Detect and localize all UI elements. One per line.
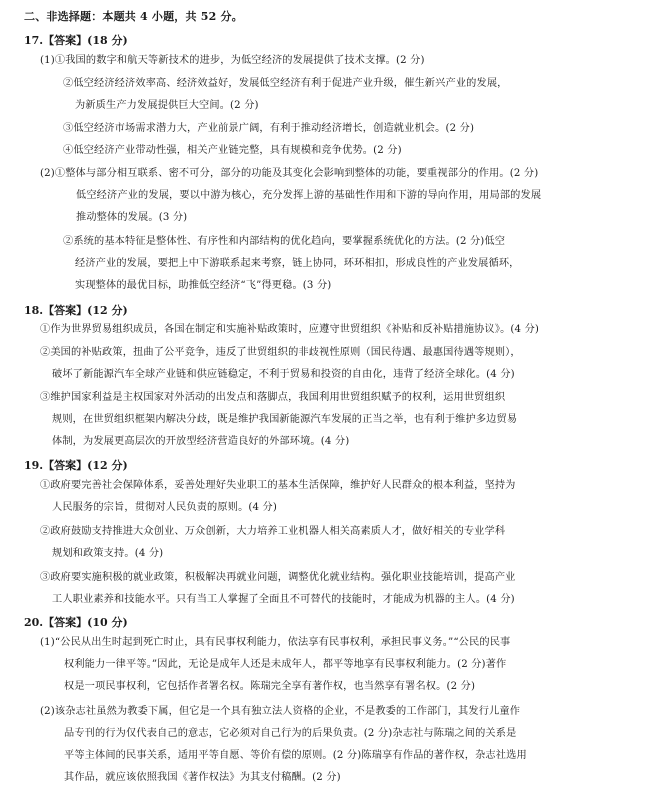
text-line: 经济产业的发展，要把上中下游联系起来考察，链上协同，环环相扣，形成良性的产业发展循环， (75, 258, 520, 269)
text-line: (1)①我国的数字和航天等新技术的进步，为低空经济的发展提供了技术支撑。(2 分) (40, 55, 425, 66)
text-line: ③政府要实施积极的就业政策，积极解决再就业问题，调整优化就业结构。强化职业技能培训，提高产业 (40, 572, 516, 583)
text-line: (1)“公民从出生时起到死亡时止，具有民事权利能力，依法享有民事权利，承担民事义务。”“公民的民事 (40, 637, 511, 648)
q20-block-2 (40, 701, 655, 789)
question-19-header: 19.【答案】(12 分) (24, 459, 128, 472)
q18-block-2 (40, 342, 655, 386)
question-17-header: 17.【答案】(18 分) (24, 34, 128, 47)
text-line: 推动整体的发展。(3 分) (76, 212, 188, 223)
text-line: (2)①整体与部分相互联系、密不可分，部分的功能及其变化会影响到整体的功能，要重视部分的作用。(2 分) (40, 168, 539, 179)
section-title: 二、非选择题：本题共 4 小题，共 52 分。 (24, 10, 243, 23)
text-line: 权利能力一律平等。”因此，无论是成年人还是未成年人，都平等地享有民事权利能力。(2 分)著作 (64, 659, 507, 670)
q20-block-1 (40, 632, 655, 698)
q17-block-3 (63, 118, 650, 140)
q17-block-2 (63, 73, 650, 117)
question-20-header: 20.【答案】(10 分) (24, 616, 128, 629)
text-line: 人民服务的宗旨，贯彻对人民负责的原则。(4 分) (52, 502, 278, 513)
text-line: ②低空经济经济效率高、经济效益好，发展低空经济有利于促进产业升级，催生新兴产业的发展， (63, 78, 508, 89)
text-line: 品专刊的行为仅代表自己的意志，它必须对自己行为的后果负责。(2 分)杂志社与陈瑞之间的关系是 (64, 728, 517, 739)
text-line: ②政府鼓励支持推进大众创业、万众创新，大力培养工业机器人相关高素质人才，做好相关的专业学科 (40, 526, 506, 537)
q17-block-4 (63, 140, 650, 162)
q19-block-3 (40, 567, 655, 611)
text-line: ②美国的补贴政策，扭曲了公平竞争，违反了世贸组织的非歧视性原则（国民待遇、最惠国待遇等规则）， (40, 347, 521, 358)
text-line: 工人职业素养和技能水平。只有当工人掌握了全面且不可替代的技能时，才能成为机器的主人。(4 分) (52, 594, 515, 605)
q19-block-1 (40, 475, 655, 519)
text-line: ④低空经济产业带动性强，相关产业链完整，具有规模和竞争优势。(2 分) (63, 145, 402, 156)
text-line: (2)该杂志社虽然为教委下属，但它是一个具有独立法人资格的企业，不是教委的工作部门，其发行儿童作 (40, 706, 521, 717)
q19-block-2 (40, 521, 655, 565)
q18-block-1 (40, 319, 655, 341)
text-line: 平等主体间的民事关系，适用平等自愿、等价有偿的原则。(2 分)陈瑞享有作品的著作权，杂志社选用 (64, 750, 527, 761)
text-line: ③维护国家利益是主权国家对外活动的出发点和落脚点，我国利用世贸组织赋予的权利，运用世贸组织 (40, 392, 506, 403)
q18-block-3 (40, 387, 655, 453)
text-line: 为新质生产力发展提供巨大空间。(2 分) (75, 100, 259, 111)
text-line: 规划和政策支持。(4 分) (52, 548, 164, 559)
text-line: 权是一项民事权利，它包括作者署名权。陈瑞完全享有著作权，也当然享有署名权。(2 分) (64, 681, 476, 692)
text-line: 规则，在世贸组织框架内解决分歧，既是维护我国新能源汽车发展的正当之举，也有利于维护多边贸易 (52, 414, 518, 425)
text-line: 低空经济产业的发展，要以中游为核心，充分发挥上游的基础性作用和下游的导向作用，用局部的发展 (76, 190, 542, 201)
q17-block-1 (40, 50, 650, 72)
q17-block-5 (40, 163, 652, 229)
text-line: 其作品，就应该依照我国《著作权法》为其支付稿酬。(2 分) (64, 772, 341, 783)
text-line: 破坏了新能源汽车全球产业链和供应链稳定，不利于贸易和投资的自由化，违背了经济全球化。(4 分) (52, 369, 515, 380)
text-line: ①政府要完善社会保障体系，妥善处理好失业职工的基本生活保障，维护好人民群众的根本利益，坚持为 (40, 480, 516, 491)
question-18-header: 18.【答案】(12 分) (24, 304, 128, 317)
text-line: ①作为世界贸易组织成员，各国在制定和实施补贴政策时，应遵守世贸组织《补贴和反补贴措施协议》。(4 分) (40, 324, 540, 335)
q17-block-6 (63, 231, 653, 297)
text-line: ②系统的基本特征是整体性、有序性和内部结构的优化趋向，要掌握系统优化的方法。(2 分)低空 (63, 236, 506, 247)
text-line: 实现整体的最优目标，助推低空经济“飞”得更稳。(3 分) (75, 280, 332, 291)
text-line: ③低空经济市场需求潜力大，产业前景广阔，有利于推动经济增长，创造就业机会。(2 分) (63, 123, 475, 134)
text-line: 体制，为发展更高层次的开放型经济营造良好的外部环境。(4 分) (52, 436, 350, 447)
